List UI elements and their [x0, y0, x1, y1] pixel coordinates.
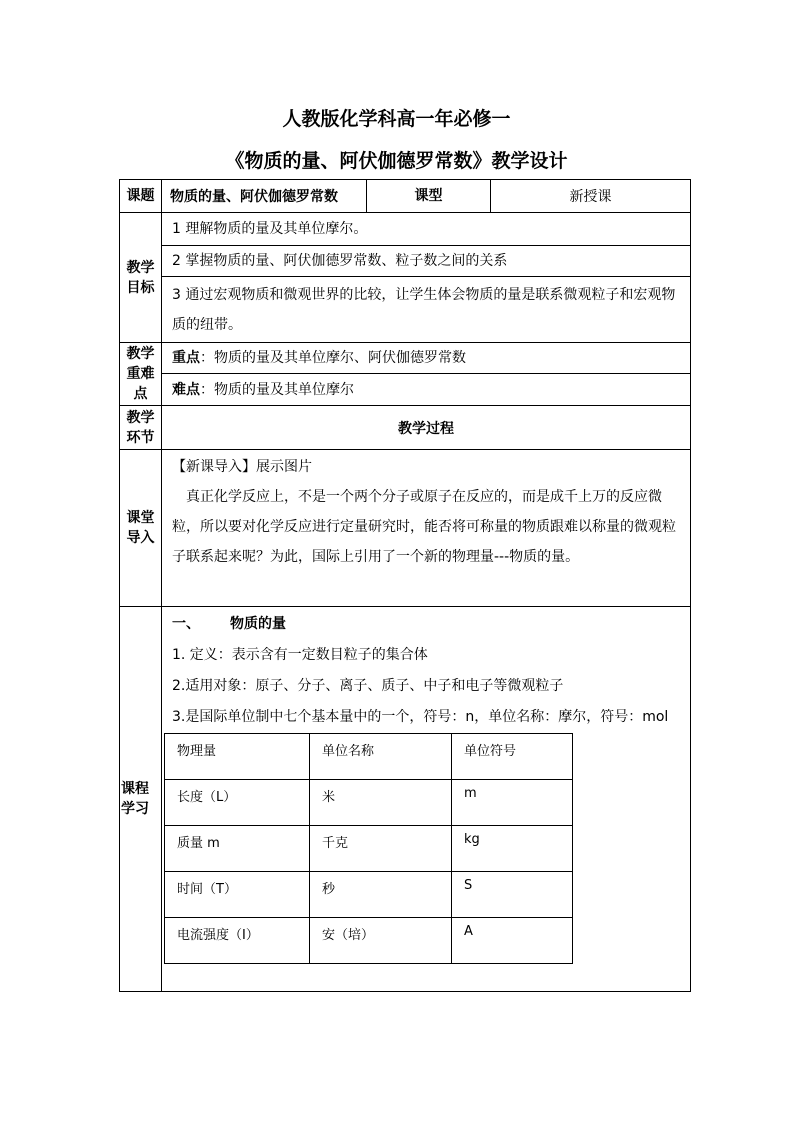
header-cell: 单位名称	[310, 734, 452, 780]
table-cell: S	[452, 872, 573, 918]
topic-label: 课题	[120, 180, 162, 213]
intro-heading: 【新课导入】展示图片	[172, 459, 312, 475]
lesson-plan-table	[119, 179, 691, 992]
table-cell: 千克	[310, 826, 452, 872]
key-point-label: 重点	[172, 350, 200, 366]
process-title: 教学过程	[162, 406, 691, 450]
table-cell: 安（培）	[310, 918, 452, 964]
definition-line: 1. 定义：表示含有一定数目粒子的集合体	[172, 647, 428, 663]
type-value: 新授课	[491, 180, 691, 213]
unit-table-header	[165, 734, 573, 780]
intro-label: 课堂 导入	[120, 450, 162, 607]
table-cell: m	[452, 780, 573, 826]
lesson-content	[162, 607, 691, 992]
type-label: 课型	[367, 180, 491, 213]
applicable-objects-line: 2.适用对象：原子、分子、离子、质子、中子和电子等微观粒子	[172, 678, 564, 694]
key-point-text: ：物质的量及其单位摩尔、阿伏伽德罗常数	[200, 350, 466, 366]
section-number: 一、	[172, 616, 200, 632]
table-cell: 时间（T）	[165, 872, 310, 918]
document-title-line2: 《物质的量、阿伏伽德罗常数》教学设计	[225, 150, 568, 172]
header-cell: 物理量	[165, 734, 310, 780]
unit-table	[164, 733, 573, 964]
objectives-label: 教学 目标	[120, 213, 162, 343]
table-row	[165, 918, 573, 964]
intro-row	[120, 450, 691, 607]
difficult-point-row	[120, 374, 691, 406]
key-point	[162, 343, 691, 374]
difficult-point-text: ：物质的量及其单位摩尔	[200, 381, 354, 398]
table-row	[165, 826, 573, 872]
table-cell: kg	[452, 826, 573, 872]
lesson-row	[120, 607, 691, 992]
table-cell: 质量 m	[165, 826, 310, 872]
lesson-label: 课程 学习	[120, 607, 162, 992]
si-unit-line: 3.是国际单位制中七个基本量中的一个，符号：n，单位名称：摩尔，符号：mol	[172, 709, 669, 725]
table-cell: 米	[310, 780, 452, 826]
table-cell: A	[452, 918, 573, 964]
intro-content	[162, 450, 691, 607]
objective-item: 2 掌握物质的量、阿伏伽德罗常数、粒子数之间的关系	[162, 246, 691, 277]
process-label: 教学 环节	[120, 406, 162, 450]
header-cell: 单位符号	[452, 734, 573, 780]
objective-item: 3 通过宏观物质和微观世界的比较，让学生体会物质的量是联系微观粒子和宏观物质的纽带。	[162, 277, 691, 343]
section-title: 物质的量	[230, 616, 286, 632]
objective-row-1	[120, 213, 691, 246]
topic-value: 物质的量、阿伏伽德罗常数	[162, 180, 367, 213]
key-point-row	[120, 343, 691, 374]
table-row	[165, 872, 573, 918]
header-row	[120, 180, 691, 213]
process-row	[120, 406, 691, 450]
objective-row-3	[120, 277, 691, 343]
key-points-label: 教学 重难 点	[120, 343, 162, 406]
table-cell: 电流强度（I）	[165, 918, 310, 964]
table-cell: 长度（L）	[165, 780, 310, 826]
table-row	[165, 780, 573, 826]
objective-row-2	[120, 246, 691, 277]
section-heading	[162, 609, 690, 640]
objective-item: 1 理解物质的量及其单位摩尔。	[162, 213, 691, 246]
intro-paragraph: 真正化学反应上，不是一个两个分子或原子在反应的，而是成千上万的反应微粒，所以要对化学反应进行定量研究时，能否将可称量的物质跟难以称量的微观粒子联系起来呢？为此，国际上引用了一个新的物理量---物质的量。	[172, 489, 676, 565]
document-title-line1: 人教版化学科高一年必修一	[282, 108, 511, 130]
difficult-point-label: 难点	[172, 381, 200, 398]
table-cell: 秒	[310, 872, 452, 918]
difficult-point	[162, 374, 691, 406]
